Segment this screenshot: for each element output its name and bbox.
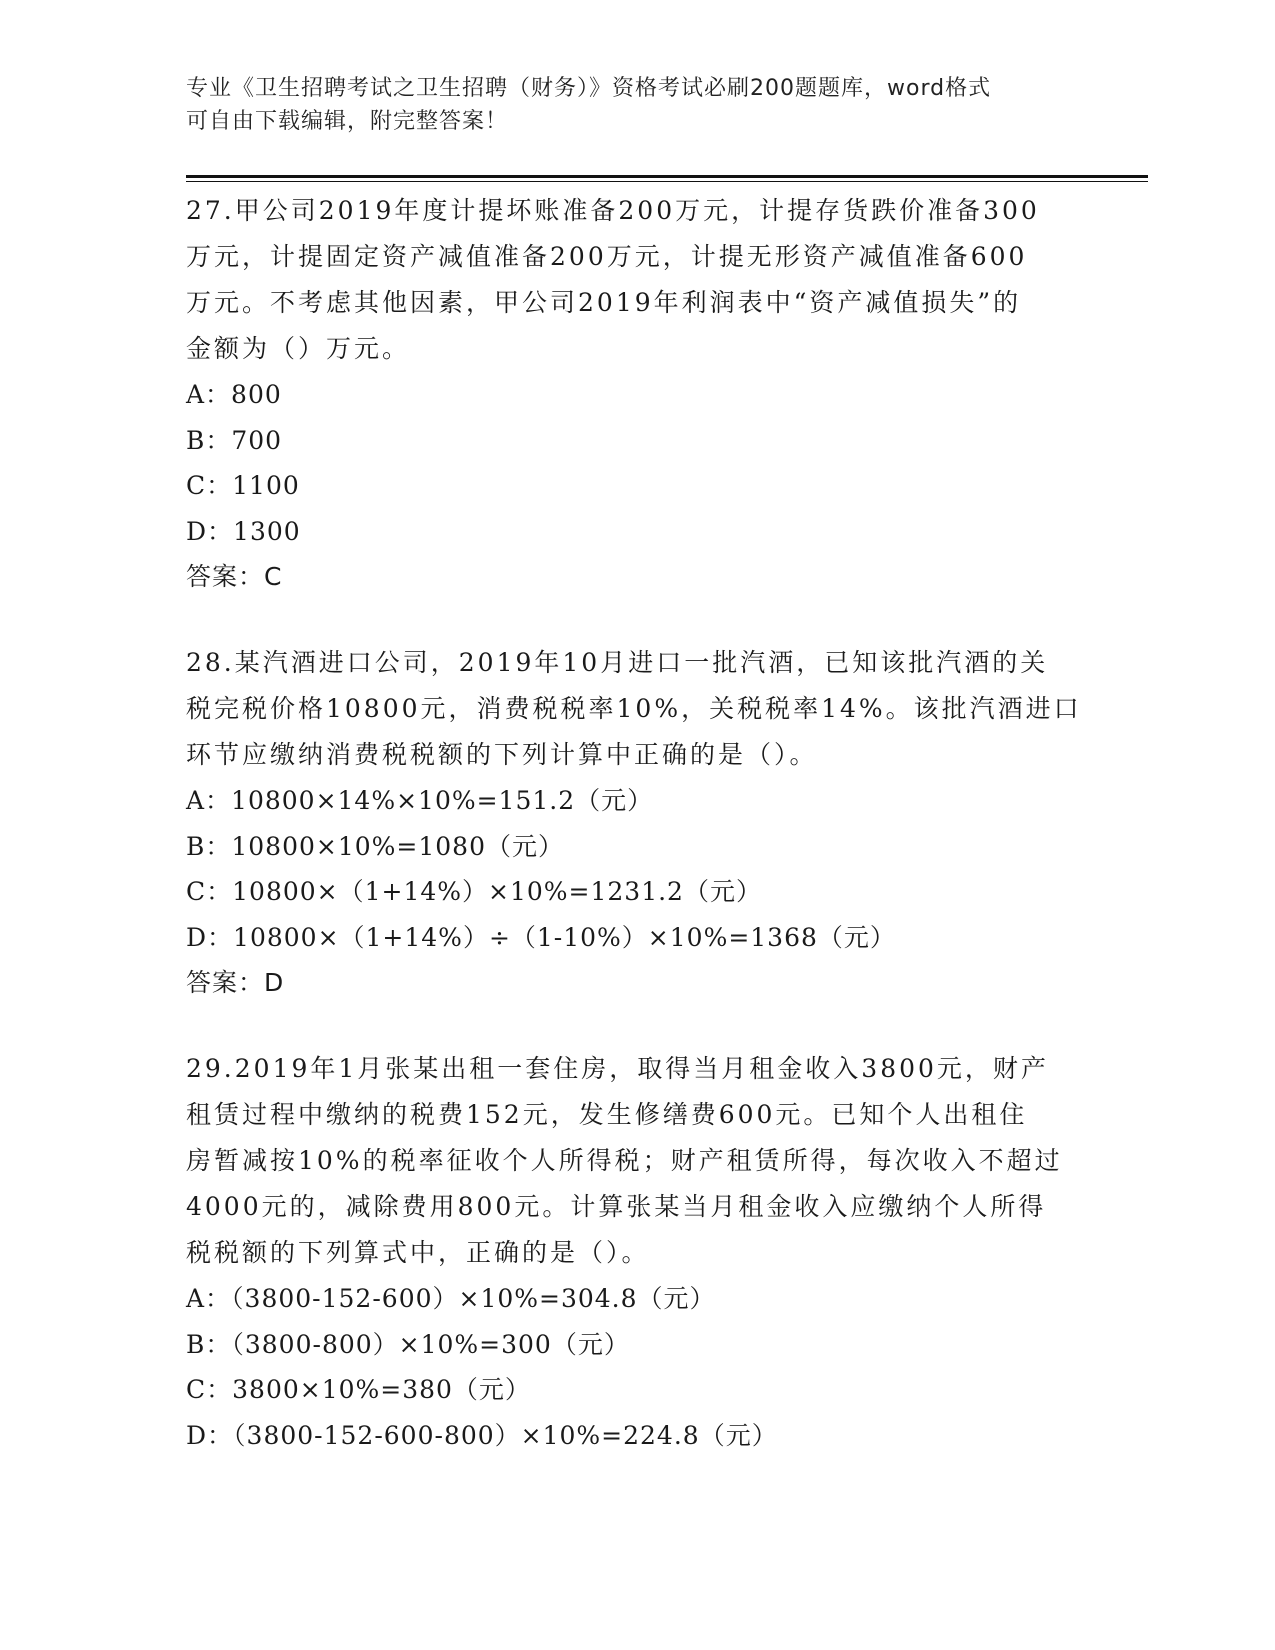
question-29	[186, 1046, 1086, 1458]
question-stem-line: 4000元的，减除费用800元。计算张某当月租金收入应缴纳个人所得	[186, 1192, 1047, 1221]
question-29-stem	[186, 1046, 1086, 1276]
question-stem-line: 环节应缴纳消费税税额的下列计算中正确的是（）。	[186, 740, 818, 769]
question-28	[186, 640, 1086, 1006]
question-stem-line: 29.2019年1月张某出租一套住房，取得当月租金收入3800元，财产	[186, 1054, 1049, 1083]
document-header	[186, 72, 1066, 138]
header-line-1: 专业《卫生招聘考试之卫生招聘（财务）》资格考试必刷200题题库，word格式	[186, 76, 992, 101]
option-d: D：（3800-152-600-800）×10%=224.8（元）	[186, 1420, 778, 1450]
answer: 答案：C	[186, 562, 283, 591]
question-27	[186, 188, 1086, 600]
header-line-2: 可自由下载编辑，附完整答案！	[186, 109, 509, 134]
question-stem-line: 税税额的下列算式中，正确的是（）。	[186, 1238, 650, 1267]
question-27-stem	[186, 188, 1086, 372]
question-stem-line: 28.某汽酒进口公司，2019年10月进口一批汽酒，已知该批汽酒的关	[186, 648, 1049, 677]
question-stem-line: 房暂减按10%的税率征收个人所得税；财产租赁所得，每次收入不超过	[186, 1146, 1063, 1175]
question-stem-line: 万元，计提固定资产减值准备200万元，计提无形资产减值准备600	[186, 242, 1028, 271]
question-stem-line: 税完税价格10800元，消费税税率10%，关税税率14%。该批汽酒进口	[186, 694, 1082, 723]
answer: 答案：D	[186, 968, 285, 997]
question-28-stem	[186, 640, 1086, 778]
option-a: A：（3800-152-600）×10%=304.8（元）	[186, 1284, 716, 1313]
header-rule-thin	[186, 181, 1148, 182]
option-c: C：10800×（1+14%）×10%=1231.2（元）	[186, 877, 762, 906]
question-stem-line: 租赁过程中缴纳的税费152元，发生修缮费600元。已知个人出租住	[186, 1100, 1028, 1129]
question-stem-line: 万元。不考虑其他因素，甲公司2019年利润表中“资产减值损失”的	[186, 288, 1022, 317]
option-a: A：10800×14%×10%=151.2（元）	[186, 786, 654, 815]
option-d: D：10800×（1+14%）÷（1-10%）×10%=1368（元）	[186, 922, 896, 952]
option-a: A：800	[186, 380, 282, 409]
option-b: B：（3800-800）×10%=300（元）	[186, 1329, 630, 1359]
question-stem-line: 27.甲公司2019年度计提坏账准备200万元，计提存货跌价准备300	[186, 196, 1040, 225]
option-b: B：10800×10%=1080（元）	[186, 831, 564, 861]
header-rule-thick	[186, 175, 1148, 178]
option-c: C：3800×10%=380（元）	[186, 1375, 531, 1404]
question-stem-line: 金额为（）万元。	[186, 334, 411, 363]
option-c: C：1100	[186, 471, 300, 500]
option-d: D：1300	[186, 516, 301, 546]
option-b: B：700	[186, 425, 283, 455]
